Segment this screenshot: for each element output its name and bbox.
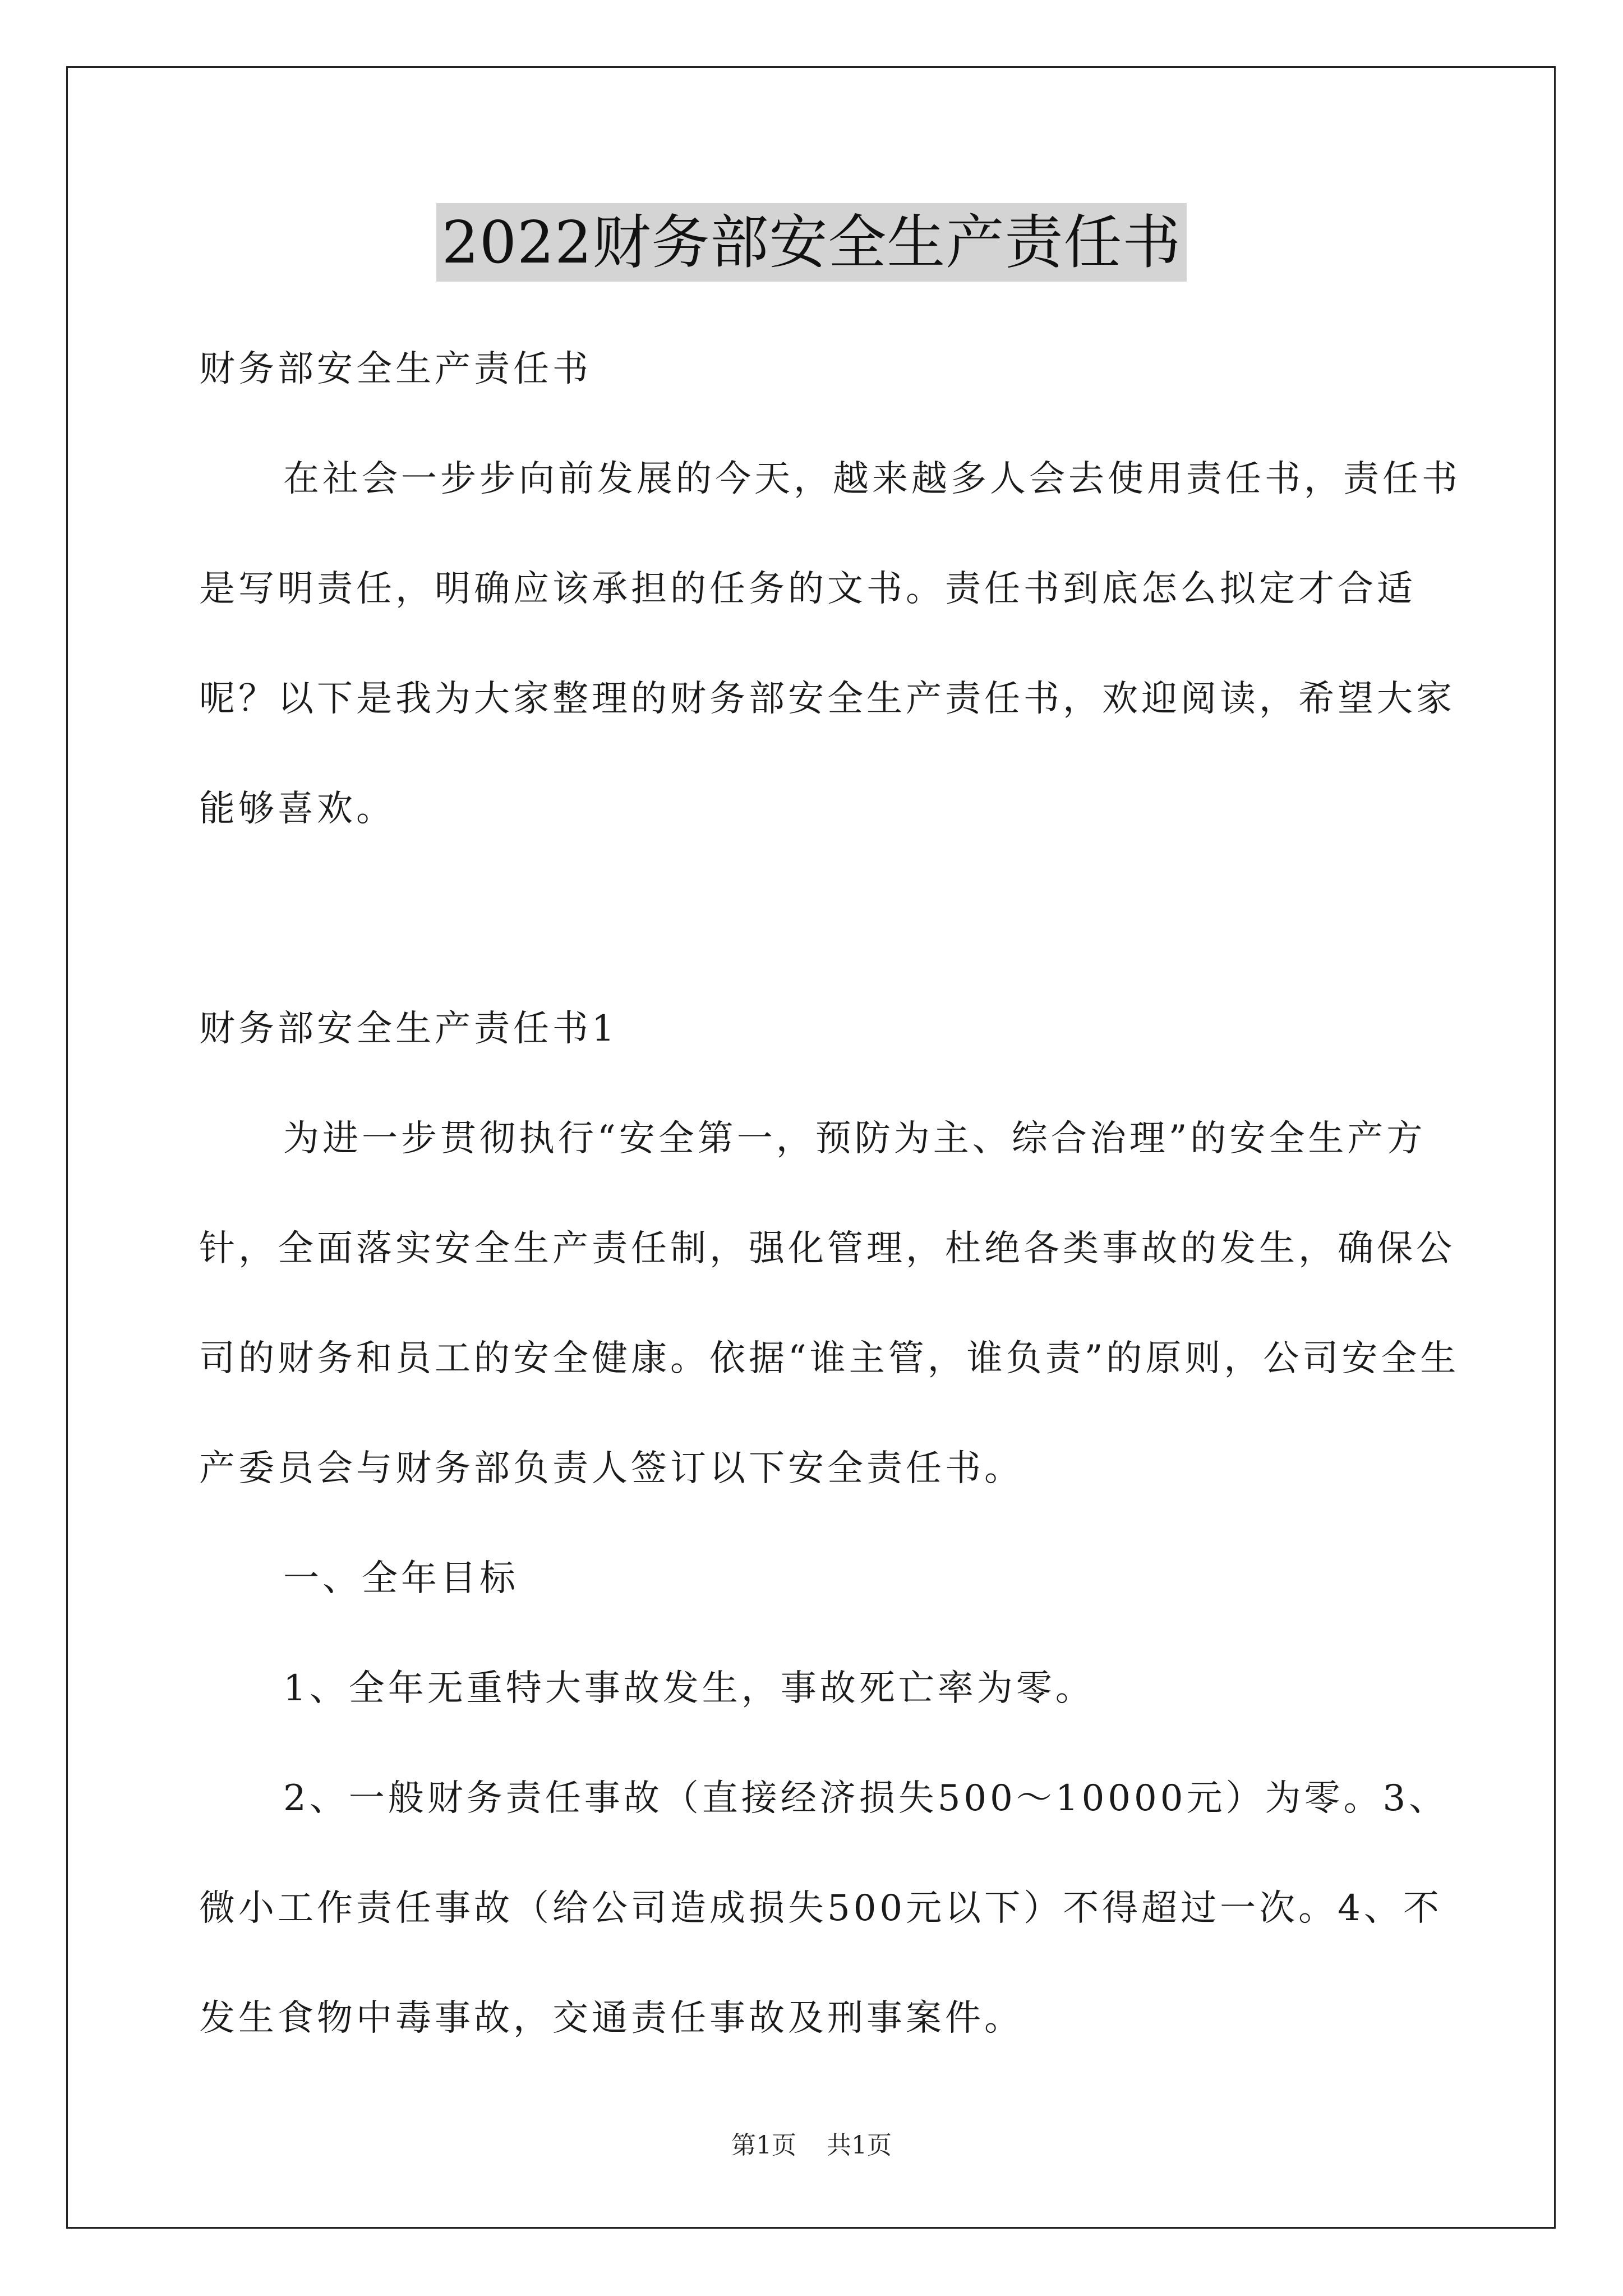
page-footer xyxy=(0,2129,1623,2162)
goal-heading: 一、全年目标 xyxy=(283,1558,519,1599)
title-container xyxy=(0,203,1623,282)
subtitle-paragraph: 财务部安全生产责任书 xyxy=(199,348,592,390)
document-title: 2022财务部安全生产责任书 xyxy=(436,203,1187,282)
goal-items-2-4: 2、一般财务责任事故（直接经济损失500～10000元）为零。3、微小工作责任事故（给公司造成损失500元以下）不得超过一次。4、不发生食物中毒事故，交通责任事故及刑事案件。 xyxy=(199,1778,1449,2039)
section-spacer xyxy=(199,864,1461,974)
intro-paragraph: 在社会一步步向前发展的今天，越来越多人会去使用责任书，责任书是写明责任，明确应该承担的任务的文书。责任书到底怎么拟定才合适呢？以下是我为大家整理的财务部安全生产责任书，欢迎阅读，希望大家能够喜欢。 xyxy=(199,458,1461,830)
goal-item-1: 1、全年无重特大事故发生，事故死亡率为零。 xyxy=(283,1668,1095,1709)
section-heading: 财务部安全生产责任书1 xyxy=(199,1008,618,1050)
page-number: 第1页 xyxy=(731,2131,796,2160)
page-total: 共1页 xyxy=(827,2131,892,2160)
document-body xyxy=(199,314,1461,2073)
body-paragraph: 为进一步贯彻执行“安全第一，预防为主、综合治理”的安全生产方针，全面落实安全生产责任制，强化管理，杜绝各类事故的发生，确保公司的财务和员工的安全健康。依据“谁主管，谁负责”的原则，公司安全生产委员会与财务部负责人签订以下安全责任书。 xyxy=(199,1118,1460,1489)
